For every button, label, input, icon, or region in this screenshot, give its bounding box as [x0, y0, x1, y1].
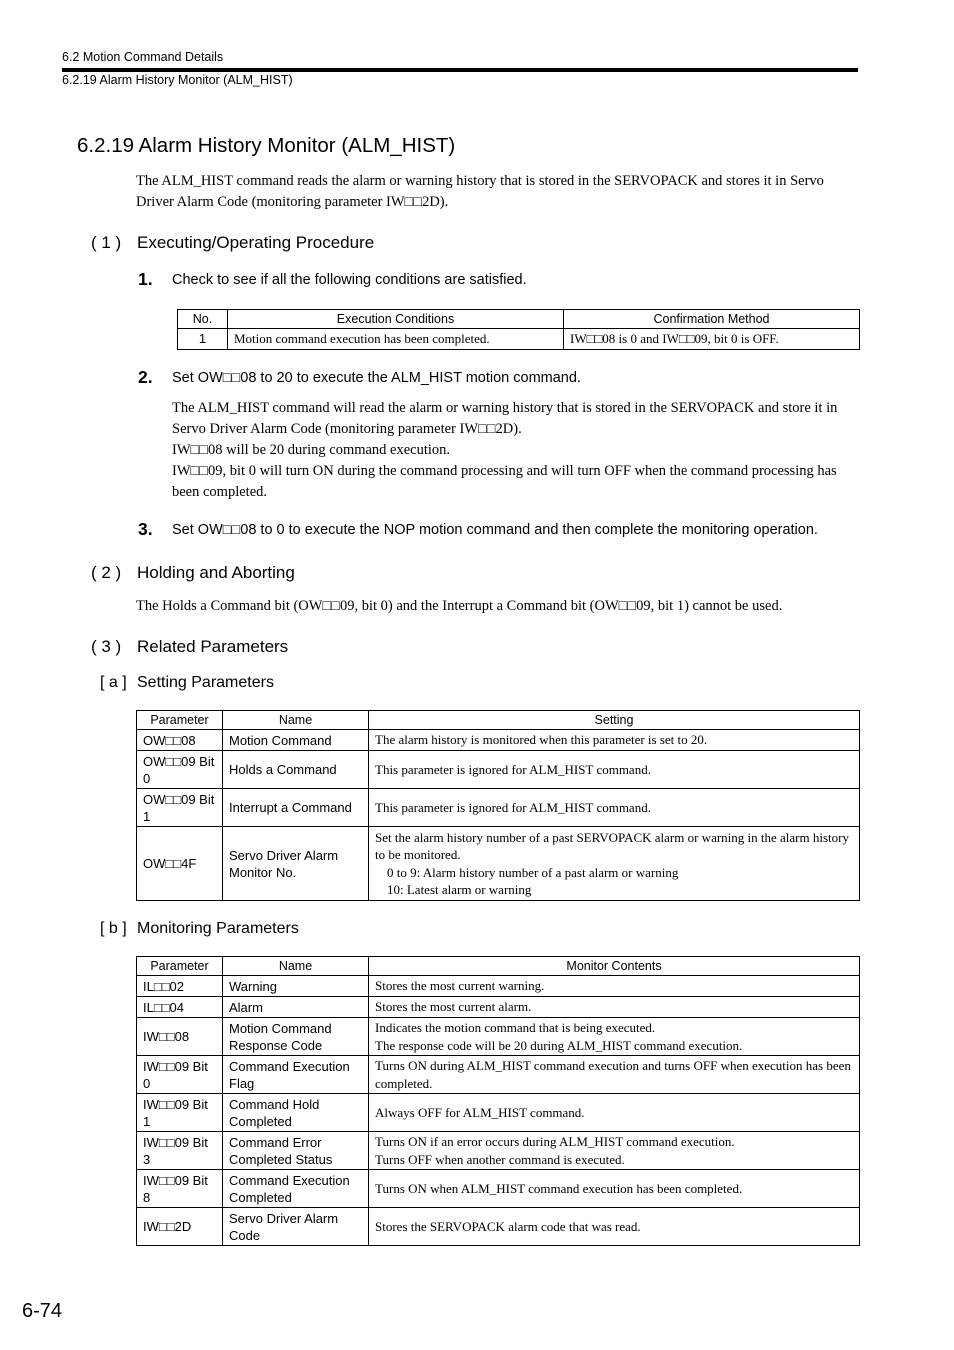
- step-2-details: [172, 398, 858, 503]
- cell-contents: [369, 1018, 860, 1056]
- step-2-text: Set OW□□08 to 20 to execute the ALM_HIST motion command.: [172, 370, 581, 386]
- subsection-b-title: Monitoring Parameters: [137, 920, 299, 937]
- monitoring-parameters-heading: [100, 920, 299, 938]
- th-name: Name: [223, 711, 369, 730]
- table-row: [137, 1094, 860, 1132]
- table-row: [137, 827, 860, 901]
- intro-paragraph: The ALM_HIST command reads the alarm or warning history that is stored in the SERVOPACK and stores it in Servo Driver Alarm Code (monitoring parameter IW□□2D).: [136, 173, 824, 210]
- cell-name: Motion Command: [223, 730, 369, 751]
- cell-parameter: OW□□09 Bit 0: [137, 751, 223, 789]
- step-3-number: 3.: [138, 519, 153, 539]
- step-3-text: Set OW□□08 to 0 to execute the NOP motion command and then complete the monitoring operation.: [172, 522, 818, 538]
- cell-parameter: OW□□08: [137, 730, 223, 751]
- cell-setting: This parameter is ignored for ALM_HIST command.: [369, 751, 860, 789]
- monitoring-parameters-table: [136, 956, 860, 1246]
- th-parameter: Parameter: [137, 957, 223, 976]
- table-row: [178, 329, 860, 350]
- th-setting: Setting: [369, 711, 860, 730]
- cell-setting: This parameter is ignored for ALM_HIST command.: [369, 789, 860, 827]
- setting-line: 0 to 9: Alarm history number of a past alarm or warning: [387, 864, 679, 880]
- running-header-subsection: 6.2.19 Alarm History Monitor (ALM_HIST): [62, 73, 293, 87]
- page-number: 6-74: [22, 1300, 63, 1322]
- table-row: [137, 751, 860, 789]
- cell-parameter: IW□□09 Bit 3: [137, 1132, 223, 1170]
- cell-name: Holds a Command: [223, 751, 369, 789]
- cell-condition: Motion command execution has been completed.: [228, 329, 564, 350]
- contents-line: Indicates the motion command that is being executed.: [375, 1020, 656, 1035]
- cell-parameter: OW□□4F: [137, 827, 223, 901]
- table-row: [137, 1132, 860, 1170]
- step-2-number: 2.: [138, 367, 153, 387]
- page-title: 6.2.19 Alarm History Monitor (ALM_HIST): [77, 134, 456, 157]
- cell-name: Motion Command Response Code: [223, 1018, 369, 1056]
- running-header-section: 6.2 Motion Command Details: [62, 50, 224, 64]
- header-rule: [62, 68, 858, 72]
- step-2-line-1: The ALM_HIST command will read the alarm or warning history that is stored in the SERVOPACK and store it in Servo Driver Alarm Code (monitoring parameter IW□□2D).: [172, 400, 838, 437]
- cell-parameter: IW□□08: [137, 1018, 223, 1056]
- setting-line: Set the alarm history number of a past SERVOPACK alarm or warning in the alarm history to be monitored.: [375, 829, 849, 862]
- table-row: [137, 789, 860, 827]
- cell-contents: Stores the SERVOPACK alarm code that was read.: [369, 1208, 860, 1246]
- setting-line: 10: Latest alarm or warning: [387, 882, 532, 897]
- table-row: [137, 1018, 860, 1056]
- contents-line: Turns OFF when another command is executed.: [375, 1151, 625, 1167]
- cell-parameter: IL□□02: [137, 976, 223, 997]
- section-3-title: Related Parameters: [137, 637, 289, 656]
- th-no: No.: [178, 310, 228, 329]
- th-monitor-contents: Monitor Contents: [369, 957, 860, 976]
- cell-name: Command Execution Completed: [223, 1170, 369, 1208]
- cell-name: Warning: [223, 976, 369, 997]
- section-1-title: Executing/Operating Procedure: [137, 233, 375, 252]
- section-3-heading: [91, 637, 288, 657]
- setting-parameters-table: [136, 710, 860, 901]
- cell-contents: Stores the most current alarm.: [369, 997, 860, 1018]
- cell-contents: Stores the most current warning.: [369, 976, 860, 997]
- contents-line: Turns ON if an error occurs during ALM_HIST command execution.: [375, 1134, 735, 1149]
- section-1-heading: [91, 233, 374, 253]
- section-1-number: ( 1 ): [91, 233, 122, 252]
- subsection-b-number: [ b ]: [100, 920, 127, 937]
- cell-parameter: OW□□09 Bit 1: [137, 789, 223, 827]
- section-2-text: The Holds a Command bit (OW□□09, bit 0) and the Interrupt a Command bit (OW□□09, bit 1) cannot be used.: [136, 598, 783, 614]
- th-confirmation-method: Confirmation Method: [564, 310, 860, 329]
- contents-line: The response code will be 20 during ALM_HIST command execution.: [375, 1037, 743, 1053]
- subsection-a-title: Setting Parameters: [137, 674, 274, 691]
- cell-parameter: IL□□04: [137, 997, 223, 1018]
- cell-confirmation: IW□□08 is 0 and IW□□09, bit 0 is OFF.: [564, 329, 860, 350]
- setting-parameters-heading: [100, 674, 274, 692]
- section-2-title: Holding and Aborting: [137, 563, 295, 582]
- section-3-number: ( 3 ): [91, 637, 122, 656]
- section-2-heading: [91, 563, 295, 583]
- cell-name: Interrupt a Command: [223, 789, 369, 827]
- execution-conditions-table: [177, 309, 860, 350]
- cell-no: 1: [178, 329, 228, 350]
- table-row: [137, 976, 860, 997]
- table-row: [137, 730, 860, 751]
- section-2-number: ( 2 ): [91, 563, 122, 582]
- step-1-number: 1.: [138, 269, 153, 289]
- cell-name: Command Hold Completed: [223, 1094, 369, 1132]
- cell-contents: Turns ON when ALM_HIST command execution has been completed.: [369, 1170, 860, 1208]
- table-row: [137, 1170, 860, 1208]
- th-parameter: Parameter: [137, 711, 223, 730]
- cell-name: Command Error Completed Status: [223, 1132, 369, 1170]
- table-row: [137, 997, 860, 1018]
- cell-setting: [369, 827, 860, 901]
- table-row: [137, 1056, 860, 1094]
- th-execution-conditions: Execution Conditions: [228, 310, 564, 329]
- th-name: Name: [223, 957, 369, 976]
- cell-name: Servo Driver Alarm Code: [223, 1208, 369, 1246]
- cell-parameter: IW□□09 Bit 8: [137, 1170, 223, 1208]
- step-1-text: Check to see if all the following conditions are satisfied.: [172, 272, 527, 288]
- cell-parameter: IW□□09 Bit 1: [137, 1094, 223, 1132]
- cell-contents: Turns ON during ALM_HIST command execution and turns OFF when execution has been completed.: [369, 1056, 860, 1094]
- cell-parameter: IW□□2D: [137, 1208, 223, 1246]
- step-2-line-3: IW□□09, bit 0 will turn ON during the command processing and will turn OFF when the command processing has been completed.: [172, 463, 837, 500]
- cell-name: Alarm: [223, 997, 369, 1018]
- cell-contents: [369, 1132, 860, 1170]
- subsection-a-number: [ a ]: [100, 674, 127, 691]
- step-2-line-2: IW□□08 will be 20 during command execution.: [172, 442, 451, 458]
- cell-parameter: IW□□09 Bit 0: [137, 1056, 223, 1094]
- table-row: [137, 1208, 860, 1246]
- cell-contents: Always OFF for ALM_HIST command.: [369, 1094, 860, 1132]
- cell-name: Command Execution Flag: [223, 1056, 369, 1094]
- cell-name: Servo Driver Alarm Monitor No.: [223, 827, 369, 901]
- cell-setting: The alarm history is monitored when this parameter is set to 20.: [369, 730, 860, 751]
